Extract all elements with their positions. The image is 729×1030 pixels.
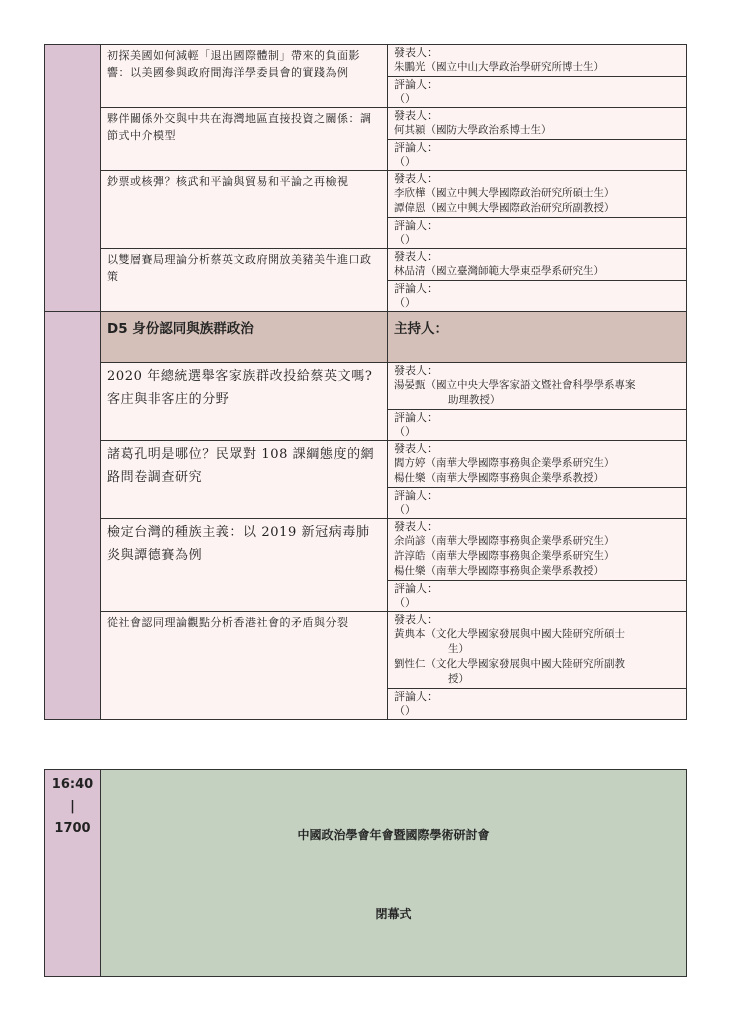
paper-title: 鈔票或核彈？核武和平論與貿易和平論之再檢視 [107, 175, 349, 188]
discussant-label: 評論人： [394, 141, 438, 154]
discussant-cell [388, 488, 687, 519]
presenter-name-cont: 授） [448, 673, 469, 685]
discussant-cell [388, 581, 687, 612]
presenter-cell [388, 249, 687, 281]
presenter-cell [388, 363, 687, 410]
presenter-name-main: 劉性仁（文化大學國家發展與中國大陸研究所副教 [394, 658, 625, 670]
presenter-name: 林品清（國立臺灣師範大學東亞學系研究生） [394, 265, 604, 277]
closing-ceremony: 閉幕式 [375, 907, 412, 921]
session-title: D5 身份認同與族群政治 [101, 312, 388, 363]
paper-row [45, 363, 687, 410]
presenter-name: 朱鵬光（國立中山大學政治學研究所博士生） [394, 61, 604, 73]
host-label: 主持人： [388, 312, 687, 363]
discussant-value: （） [394, 704, 416, 717]
discussant-cell [388, 218, 687, 249]
discussant-label: 評論人： [394, 78, 438, 91]
presenter-name [394, 627, 680, 657]
session-side-cell-a [45, 45, 101, 312]
discussant-label: 評論人： [394, 489, 438, 502]
paper-title: 以雙層賽局理論分析蔡英文政府開放美豬美牛進口政策 [107, 253, 372, 283]
discussant-cell [388, 410, 687, 441]
presenter-name: 楊仕樂（南華大學國際事務與企業學系教授） [394, 472, 604, 484]
presenter-name: 楊仕樂（南華大學國際事務與企業學系教授） [394, 565, 604, 577]
discussant-label: 評論人： [394, 411, 438, 424]
paper-row [45, 519, 687, 581]
presenter-name-cont: 助理教授） [448, 394, 501, 406]
paper-row [45, 171, 687, 218]
closing-table [44, 769, 687, 977]
paper-title: 從社會認同理論觀點分析香港社會的矛盾與分裂 [107, 616, 349, 629]
paper-title-cell [101, 171, 388, 249]
presenter-name-cont: 生） [448, 643, 469, 655]
discussant-cell [388, 77, 687, 108]
paper-title: 諸葛孔明是哪位？民眾對 108 課綱態度的網路問卷調查研究 [107, 447, 375, 485]
presenter-name [394, 378, 680, 408]
paper-row [45, 249, 687, 281]
paper-title: 夥伴關係外交與中共在海灣地區直接投資之關係：調節式中介模型 [107, 112, 372, 142]
discussant-cell [388, 689, 687, 720]
paper-title-cell [101, 441, 388, 519]
paper-row [45, 441, 687, 488]
presenter-cell [388, 441, 687, 488]
presenter-name: 許淳皓（南華大學國際事務與企業學系研究生） [394, 550, 615, 562]
discussant-value: （） [394, 92, 416, 105]
discussant-label: 評論人： [394, 582, 438, 595]
discussant-value: （） [394, 233, 416, 246]
paper-title-cell [101, 519, 388, 612]
paper-title-cell [101, 612, 388, 720]
presenter-name [394, 657, 680, 687]
discussant-value: （） [394, 503, 416, 516]
time-end: 1700 [54, 821, 91, 836]
presenter-name-main: 湯晏甄（國立中央大學客家語文暨社會科學學系專案 [394, 379, 636, 391]
presenter-label: 發表人： [394, 46, 438, 59]
paper-title-cell [101, 249, 388, 312]
discussant-value: （） [394, 155, 416, 168]
paper-row [45, 612, 687, 689]
discussant-value: （） [394, 596, 416, 609]
presenter-label: 發表人： [394, 364, 438, 377]
discussant-label: 評論人： [394, 690, 438, 703]
presenter-cell [388, 108, 687, 140]
paper-title-cell [101, 363, 388, 441]
time-start: 16:40 [51, 777, 94, 792]
discussant-value: （） [394, 296, 416, 309]
paper-title-cell [101, 45, 388, 108]
presenter-cell [388, 519, 687, 581]
presenter-cell [388, 45, 687, 77]
conference-name: 中國政治學會年會暨國際學術研討會 [297, 828, 490, 842]
time-separator: | [70, 799, 75, 814]
closing-event-cell [101, 770, 687, 977]
presenter-label: 發表人： [394, 613, 438, 626]
presenter-name: 閻方婷（南華大學國際事務與企業學系研究生） [394, 457, 615, 469]
presenter-label: 發表人： [394, 520, 438, 533]
presenter-label: 發表人： [394, 109, 438, 122]
discussant-cell [388, 281, 687, 312]
paper-row [45, 45, 687, 77]
paper-title: 初探美國如何減輕「退出國際體制」帶來的負面影響：以美國參與政府間海洋學委員會的實踐為例 [107, 49, 360, 79]
presenter-name: 余尚諺（南華大學國際事務與企業學系研究生） [394, 535, 615, 547]
presenter-cell [388, 171, 687, 218]
presenter-name: 何其潁（國防大學政治系博士生） [394, 124, 552, 136]
schedule-table [44, 44, 687, 720]
presenter-cell [388, 612, 687, 689]
closing-time-cell [45, 770, 101, 977]
paper-title-cell [101, 108, 388, 171]
discussant-cell [388, 140, 687, 171]
presenter-name: 譚偉恩（國立中興大學國際政治研究所副教授） [394, 202, 615, 214]
session-header-row [45, 312, 687, 363]
paper-title: 檢定台灣的種族主義：以 2019 新冠病毒肺炎與譚德賽為例 [107, 525, 370, 563]
closing-row [45, 770, 687, 977]
presenter-label: 發表人： [394, 442, 438, 455]
discussant-value: （） [394, 425, 416, 438]
presenter-label: 發表人： [394, 250, 438, 263]
presenter-name-main: 黃典本（文化大學國家發展與中國大陸研究所碩士 [394, 628, 625, 640]
presenter-label: 發表人： [394, 172, 438, 185]
session-side-cell-d5 [45, 312, 101, 720]
paper-row [45, 108, 687, 140]
schedule-body [45, 45, 687, 720]
discussant-label: 評論人： [394, 282, 438, 295]
presenter-name: 李欣樺（國立中興大學國際政治研究所碩士生） [394, 187, 615, 199]
paper-title: 2020 年總統選舉客家族群改投給蔡英文嗎?客庄與非客庄的分野 [107, 369, 373, 407]
discussant-label: 評論人： [394, 219, 438, 232]
